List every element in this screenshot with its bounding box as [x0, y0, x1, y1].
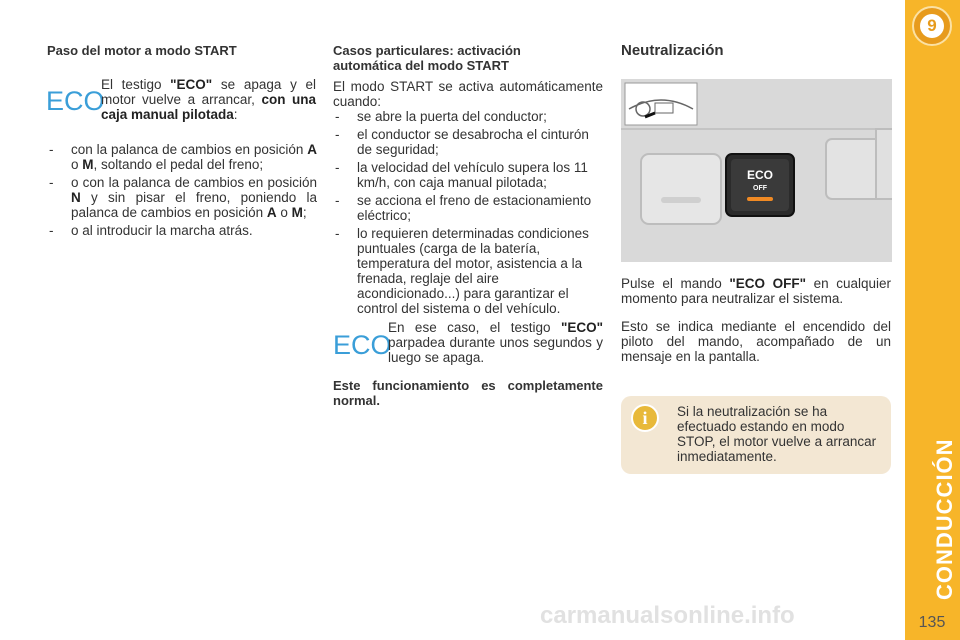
- eco-flashing-icon: ECO: [333, 330, 392, 360]
- list-item: - con la palanca de cambios en posición A o M, soltando el pedal del freno;: [47, 142, 317, 172]
- eco-button-label: ECO: [746, 168, 774, 182]
- eco-flash-note: En ese caso, el testigo "ECO" parpadea durante unos segundos y luego se apaga.: [388, 320, 603, 365]
- off-button-label: OFF: [753, 185, 767, 192]
- chapter-title: CONDUCCIÓN: [932, 438, 957, 600]
- intro-text-3: :: [233, 107, 238, 122]
- eco-off-button-photo: [621, 79, 892, 262]
- list-item: - lo requieren determinadas condiciones puntuales (carga de la batería, temperatura del motor, asistencia a la frenada, reglaje del aire acondicionado...) para garantizar el control del sistema o del vehículo.: [333, 226, 603, 316]
- page-number: 135: [918, 614, 946, 631]
- section-heading-start: Paso del motor a modo START: [47, 43, 237, 58]
- watermark: carmanualsonline.info: [540, 602, 795, 629]
- info-note-box: [621, 396, 891, 474]
- eco-indicator-icon: ECO: [46, 86, 105, 116]
- info-icon: i: [631, 404, 659, 432]
- list-item: - o al introducir la marcha atrás.: [47, 223, 317, 238]
- list-item: - se abre la puerta del conductor;: [333, 109, 603, 124]
- intro-text-1: El testigo: [101, 77, 171, 92]
- start-conditions-list: [47, 142, 317, 241]
- dashboard-illustration: [621, 79, 892, 262]
- auto-start-intro: El modo START se activa automáticamente cuando:: [333, 79, 603, 109]
- chapter-number: 9: [920, 14, 944, 38]
- info-note-text: Si la neutralización se ha efectuado estando en modo STOP, el motor vuelve a arrancar inmediatamente.: [677, 404, 877, 464]
- auto-start-conditions-list: [333, 109, 603, 319]
- chapter-badge: [912, 6, 952, 46]
- list-item: - el conductor se desabrocha el cinturón de seguridad;: [333, 127, 603, 157]
- intro-eco-bold: "ECO": [170, 77, 213, 92]
- section-heading-neutralization: Neutralización: [621, 42, 724, 59]
- list-item: - se acciona el freno de estacionamiento eléctrico;: [333, 193, 603, 223]
- neutralization-indication: Esto se indica mediante el encendido del piloto del mando, acompañado de un mensaje en la pantalla.: [621, 319, 891, 364]
- list-item: - o con la palanca de cambios en posición N y sin pisar el freno, poniendo la palanca de cambios en posición A o M;: [47, 175, 317, 220]
- neutralization-instruction: Pulse el mando "ECO OFF" en cualquier momento para neutralizar el sistema.: [621, 276, 891, 306]
- normal-operation-note: Este funcionamiento es completamente normal.: [333, 378, 603, 408]
- start-intro-text: [101, 77, 316, 122]
- intro-gearbox-bold: con una caja manual pilotada: [101, 92, 316, 122]
- section-heading-particular-cases: Casos particulares: activación automática del modo START: [333, 43, 521, 73]
- intro-text-2: se apaga y el motor vuelve a arrancar,: [101, 77, 317, 107]
- list-item: - la velocidad del vehículo supera los 11 km/h, con caja manual pilotada;: [333, 160, 603, 190]
